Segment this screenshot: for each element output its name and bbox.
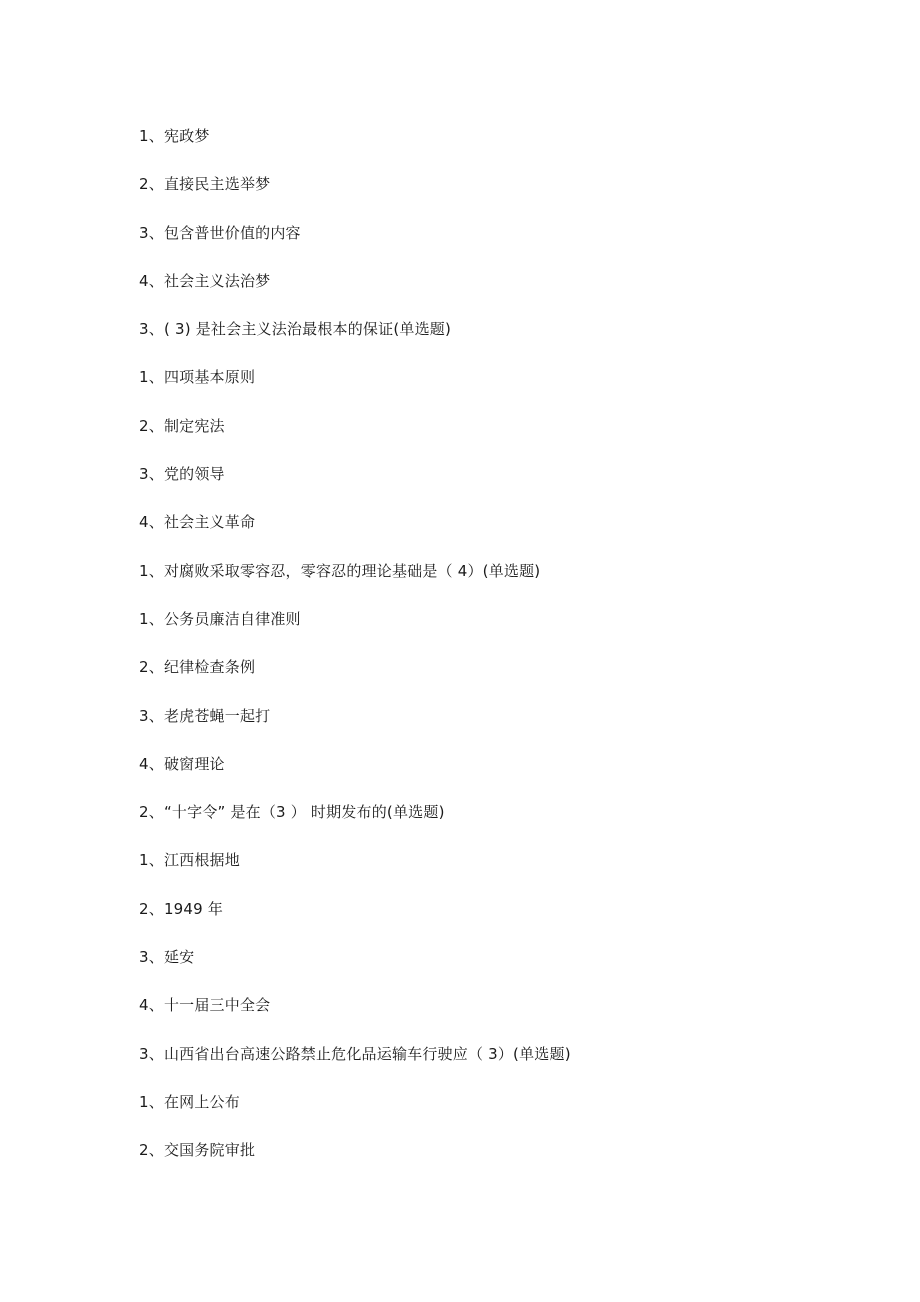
option-text: 1、在网上公布	[139, 1092, 240, 1111]
option-text: 3、党的领导	[139, 465, 225, 484]
option-text: 2、制定宪法	[139, 416, 225, 435]
option-text: 2、直接民主选举梦	[139, 175, 271, 194]
option-text: 1、公务员廉洁自律准则	[139, 609, 301, 628]
option-text: 2、交国务院审批	[139, 1141, 256, 1160]
option-text: 1、宪政梦	[139, 127, 210, 145]
option-text: 1、江西根据地	[139, 851, 240, 870]
document-body	[139, 124, 571, 1187]
question-text: 3、山西省出台高速公路禁止危化品运输车行驶应（ 3）(单选题)	[139, 1044, 571, 1063]
option-text: 3、老虎苍蝇一起打	[139, 706, 271, 725]
question-text: 3、( 3) 是社会主义法治最根本的保证(单选题)	[139, 320, 452, 339]
option-text: 4、十一届三中全会	[139, 996, 271, 1015]
option-text: 3、延安	[139, 948, 195, 967]
question-text: 2、“十字令” 是在（3 ） 时期发布的(单选题)	[139, 803, 445, 822]
option-text: 2、纪律检查条例	[139, 658, 256, 677]
option-text: 2、1949 年	[139, 899, 224, 918]
option-text: 4、社会主义法治梦	[139, 271, 271, 290]
option-text: 4、破窗理论	[139, 754, 225, 773]
option-text: 4、社会主义革命	[139, 513, 256, 532]
option-text: 1、四项基本原则	[139, 368, 256, 387]
question-text: 1、对腐败采取零容忍，零容忍的理论基础是（ 4）(单选题)	[139, 561, 541, 580]
option-text: 3、包含普世价值的内容	[139, 223, 301, 242]
